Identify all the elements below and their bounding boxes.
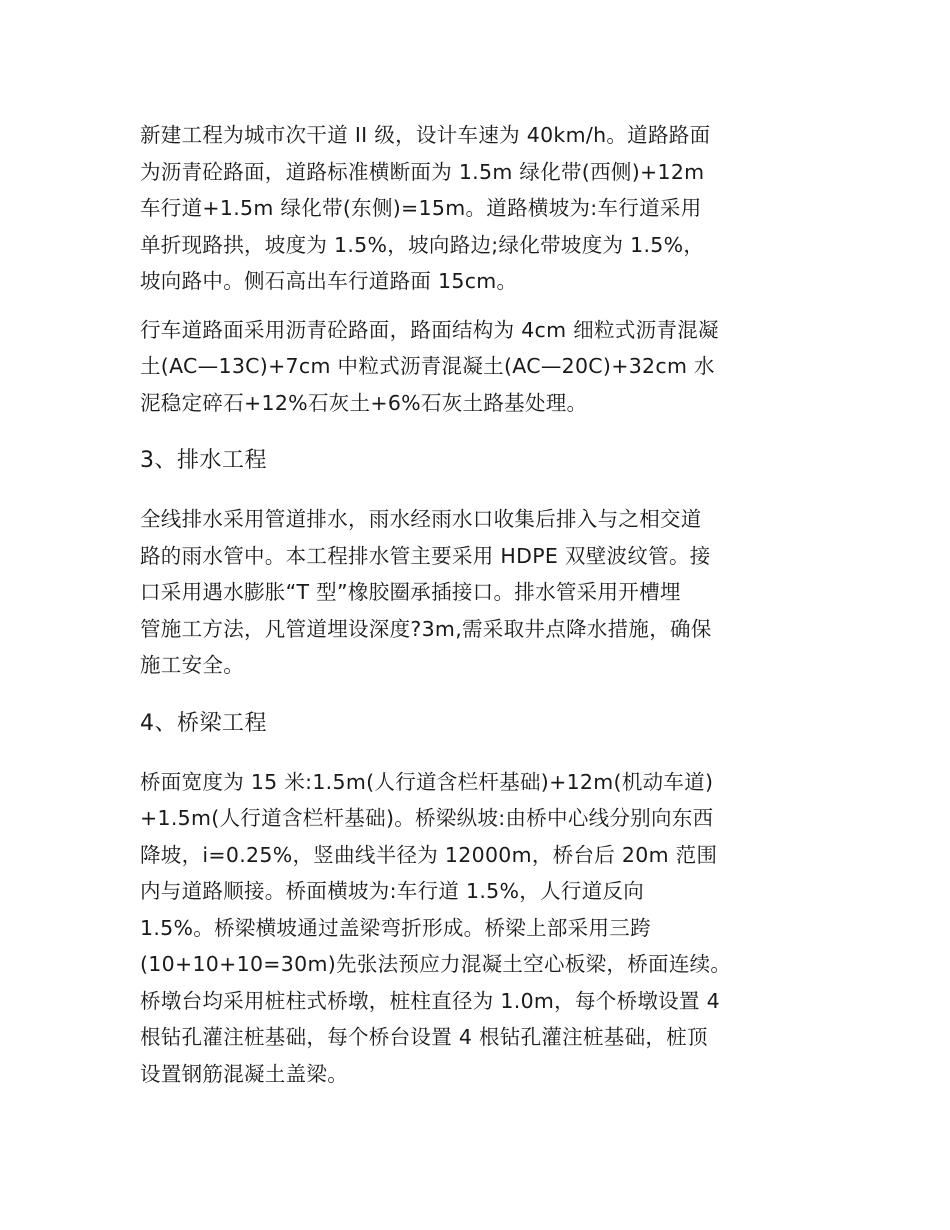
text-line: 路的雨水管中。本工程排水管主要采用 HDPE 双壁波纹管。接 — [140, 543, 711, 568]
paragraph-road-overview — [140, 117, 812, 300]
text-line: 泥稳定碎石+12%石灰土+6%石灰土路基处理。 — [140, 390, 588, 415]
text-line: 桥墩台均采用桩柱式桥墩，桩柱直径为 1.0m，每个桥墩设置 4 — [140, 988, 720, 1013]
text-line: 内与道路顺接。桥面横坡为:车行道 1.5%，人行道反向 — [140, 879, 645, 903]
text-line: 行车道路面采用沥青砼路面，路面结构为 4cm 细粒式沥青混凝 — [140, 317, 719, 342]
section-heading-bridge: 4、桥梁工程 — [140, 710, 267, 736]
text-line: (10+10+10=30m)先张法预应力混凝土空心板梁，桥面连续。 — [140, 952, 732, 976]
text-line: 为沥青砼路面，道路标准横断面为 1.5m 绿化带(西侧)+12m — [140, 159, 705, 184]
text-line: 土(AC—13C)+7cm 中粒式沥青混凝土(AC—20C)+32cm 水 — [140, 354, 715, 378]
text-line: 降坡，i=0.25%，竖曲线半径为 12000m，桥台后 20m 范围 — [140, 842, 718, 867]
document-page — [140, 117, 812, 1092]
section-heading-drainage: 3、排水工程 — [140, 448, 267, 473]
paragraph-drainage — [140, 501, 812, 684]
text-line: 施工安全。 — [140, 653, 244, 677]
text-line: 设置钢筋混凝土盖梁。 — [140, 1061, 348, 1086]
text-line: 全线排水采用管道排水，雨水经雨水口收集后排入与之相交道 — [140, 507, 702, 531]
text-line: 单折现路拱，坡度为 1.5%，坡向路边;绿化带坡度为 1.5%， — [140, 232, 705, 257]
text-line: 口采用遇水膨胀“T 型”橡胶圈承插接口。排水管采用开槽埋 — [140, 580, 681, 604]
text-line: 坡向路中。侧石高出车行道路面 15cm。 — [140, 269, 518, 293]
text-line: 车行道+1.5m 绿化带(东侧)=15m。道路横坡为:车行道采用 — [140, 196, 702, 220]
paragraph-bridge — [140, 764, 812, 1093]
text-line: 根钻孔灌注桩基础，每个桥台设置 4 根钻孔灌注桩基础，桩顶 — [140, 1025, 708, 1049]
text-line: 管施工方法，凡管道埋设深度?3m,需采取井点降水措施，确保 — [140, 616, 712, 641]
text-line: 1.5%。桥梁横坡通过盖梁弯折形成。桥梁上部采用三跨 — [140, 915, 651, 940]
text-line: +1.5m(人行道含栏杆基础)。桥梁纵坡:由桥中心线分别向东西 — [140, 806, 714, 830]
text-line: 桥面宽度为 15 米:1.5m(人行道含栏杆基础)+12m(机动车道) — [140, 769, 714, 794]
text-line: 新建工程为城市次干道 II 级，设计车速为 40km/h。道路路面 — [140, 123, 711, 147]
paragraph-pavement-structure — [140, 312, 812, 422]
